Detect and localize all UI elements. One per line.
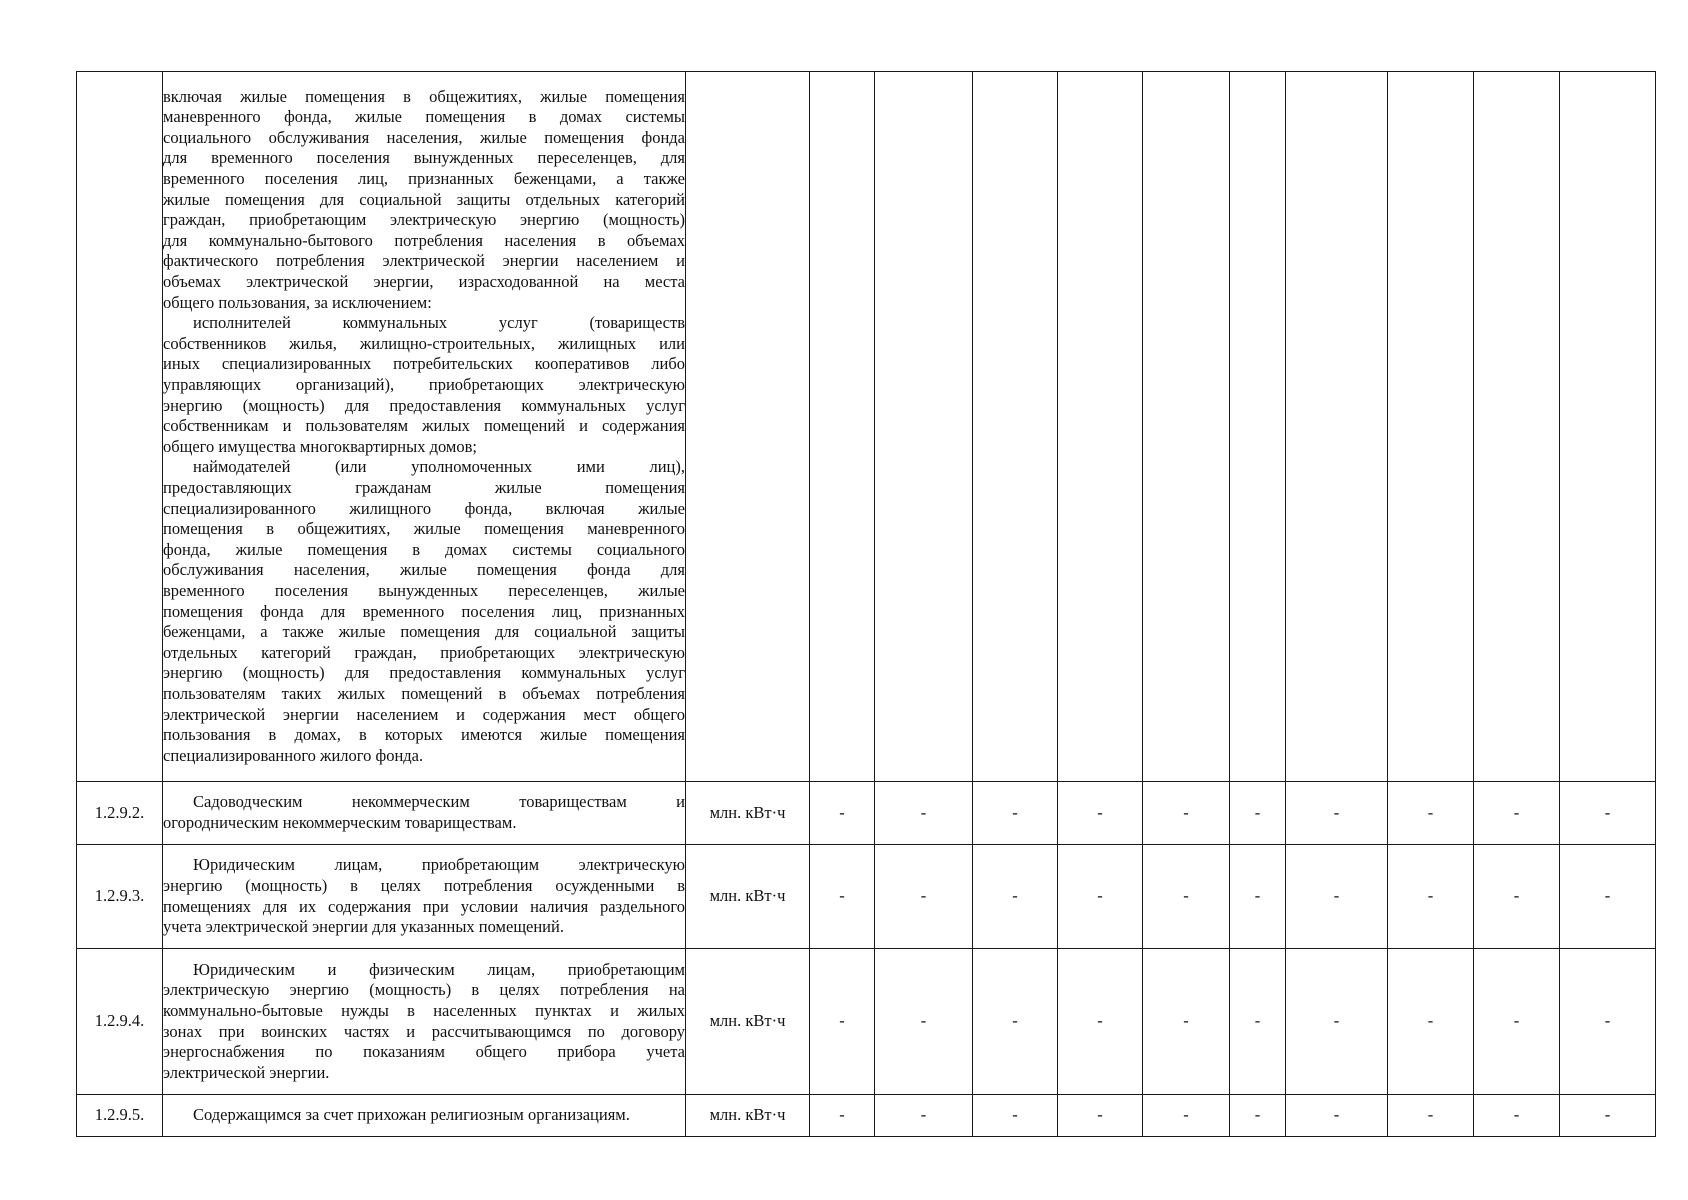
value-cell: -: [1474, 782, 1560, 845]
text-line: граждан, приобретающим электрическую энергию (мощность): [163, 210, 685, 230]
text-line: беженцами, а также жилые помещения для социальной защиты: [163, 622, 685, 642]
text-line: фонда, жилые помещения в домах системы социального: [163, 539, 685, 559]
table-row: [77, 782, 1656, 845]
value-cell: [1058, 72, 1143, 782]
text-line: объемах электрической энергии, израсходованной на места: [163, 272, 685, 292]
text-line: общего имущества многоквартирных домов;: [163, 436, 477, 456]
text-line: пользования в домах, в которых имеются жилые помещения: [163, 725, 685, 745]
tariff-table: [76, 71, 1656, 1137]
text-line: энергию (мощность) для предоставления коммунальных услуг: [163, 663, 685, 683]
value-cell: -: [1474, 845, 1560, 949]
text-line: обслуживания населения, жилые помещения фонда для: [163, 560, 685, 580]
text-line: маневренного фонда, жилые помещения в домах системы: [163, 107, 685, 127]
value-cell: -: [973, 949, 1058, 1095]
value-cell: -: [1560, 845, 1656, 949]
text-line: предоставляющих гражданам жилые помещения: [163, 477, 685, 497]
text-line: энергоснабжения по показаниям общего прибора учета: [163, 1042, 685, 1062]
value-cell: -: [1230, 782, 1286, 845]
value-cell: [1230, 72, 1286, 782]
text-line: временного поселения лиц, признанных беженцами, а также: [163, 169, 685, 189]
value-cell: -: [875, 1095, 973, 1137]
text-line: энергию (мощность) для предоставления коммунальных услуг: [163, 395, 685, 415]
row-description: [163, 72, 686, 782]
value-cell: -: [1560, 1095, 1656, 1137]
text-line: для временного поселения вынужденных переселенцев, для: [163, 148, 685, 168]
value-cell: [1143, 72, 1230, 782]
text-line: помещениях для их содержания при условии наличия раздельного: [163, 896, 685, 916]
text-line: помещения фонда для временного поселения лиц, признанных: [163, 601, 685, 621]
value-cell: [875, 72, 973, 782]
text-line: электрической энергии.: [163, 1062, 330, 1082]
text-line: Садоводческим некоммерческим товариществам и: [193, 792, 685, 812]
text-line: исполнителей коммунальных услуг (товариществ: [193, 313, 685, 333]
row-number: 1.2.9.4.: [77, 949, 163, 1095]
value-cell: -: [1058, 782, 1143, 845]
text-line: зонах при воинских частях и рассчитывающимся по договору: [163, 1021, 685, 1041]
value-cell: -: [1058, 845, 1143, 949]
value-cell: -: [1474, 949, 1560, 1095]
table-row: [77, 949, 1656, 1095]
value-cell: -: [1388, 1095, 1474, 1137]
value-cell: [1474, 72, 1560, 782]
value-cell: [1560, 72, 1656, 782]
text-line: специализированного жилого фонда.: [163, 745, 424, 765]
value-cell: -: [1388, 782, 1474, 845]
row-description: [163, 1095, 686, 1137]
text-line: коммунально-бытовые нужды в населенных пунктах и жилых: [163, 1000, 685, 1020]
text-line: общего пользования, за исключением:: [163, 292, 432, 312]
row-description: [163, 949, 686, 1095]
value-cell: -: [875, 845, 973, 949]
value-cell: -: [875, 782, 973, 845]
text-line: энергию (мощность) в целях потребления осужденными в: [163, 875, 685, 895]
unit-cell: млн. кВт·ч: [686, 1095, 810, 1137]
unit-cell: млн. кВт·ч: [686, 845, 810, 949]
value-cell: -: [1560, 949, 1656, 1095]
text-line: учета электрической энергии для указанных помещений.: [163, 917, 564, 937]
unit-cell: [686, 72, 810, 782]
unit-cell: млн. кВт·ч: [686, 949, 810, 1095]
value-cell: -: [1058, 1095, 1143, 1137]
text-line: наймодателей (или уполномоченных ими лиц),: [193, 457, 685, 477]
value-cell: -: [1143, 949, 1230, 1095]
text-line: огородническим некоммерческим товариществам.: [163, 813, 517, 832]
row-number: 1.2.9.2.: [77, 782, 163, 845]
value-cell: -: [810, 949, 875, 1095]
row-number: 1.2.9.3.: [77, 845, 163, 949]
value-cell: -: [1230, 1095, 1286, 1137]
text-line: специализированного жилищного фонда, включая жилые: [163, 498, 685, 518]
text-line: Содержащимся за счет прихожан религиозным организациям.: [193, 1105, 630, 1125]
value-cell: [973, 72, 1058, 782]
row-number: 1.2.9.5.: [77, 1095, 163, 1137]
value-cell: [810, 72, 875, 782]
row-description: [163, 845, 686, 949]
text-line: помещения в общежитиях, жилые помещения маневренного: [163, 519, 685, 539]
value-cell: -: [1560, 782, 1656, 845]
value-cell: -: [1143, 782, 1230, 845]
text-line: собственников жилья, жилищно-строительных, жилищных или: [163, 333, 685, 353]
table-row: [77, 1095, 1656, 1137]
text-line: управляющих организаций), приобретающих электрическую: [163, 375, 685, 395]
text-line: для коммунально-бытового потребления населения в объемах: [163, 230, 685, 250]
value-cell: -: [1230, 949, 1286, 1095]
text-line: временного поселения вынужденных переселенцев, жилые: [163, 580, 685, 600]
value-cell: -: [973, 1095, 1058, 1137]
text-line: иных специализированных потребительских кооперативов либо: [163, 354, 685, 374]
value-cell: -: [875, 949, 973, 1095]
value-cell: -: [1474, 1095, 1560, 1137]
value-cell: -: [973, 782, 1058, 845]
continued-row: [77, 72, 1656, 782]
value-cell: -: [1388, 845, 1474, 949]
value-cell: -: [1286, 1095, 1388, 1137]
row-description: [163, 782, 686, 845]
text-line: Юридическим и физическим лицам, приобретающим: [193, 959, 685, 979]
text-line: фактического потребления электрической энергии населением и: [163, 251, 685, 271]
value-cell: -: [1143, 845, 1230, 949]
value-cell: [1388, 72, 1474, 782]
text-line: электрическую энергию (мощность) в целях потребления на: [163, 980, 685, 1000]
value-cell: -: [810, 782, 875, 845]
text-line: жилые помещения для социальной защиты отдельных категорий: [163, 189, 685, 209]
value-cell: -: [1286, 949, 1388, 1095]
text-line: социального обслуживания населения, жилые помещения фонда: [163, 127, 685, 147]
value-cell: [1286, 72, 1388, 782]
table-row: [77, 845, 1656, 949]
text-line: отдельных категорий граждан, приобретающих электрическую: [163, 642, 685, 662]
text-line: собственникам и пользователям жилых помещений и содержания: [163, 416, 685, 436]
text-line: пользователям таких жилых помещений в объемах потребления: [163, 683, 685, 703]
text-line: включая жилые помещения в общежитиях, жилые помещения: [163, 86, 685, 106]
text-line: Юридическим лицам, приобретающим электрическую: [193, 855, 685, 875]
value-cell: -: [1143, 1095, 1230, 1137]
value-cell: -: [1230, 845, 1286, 949]
value-cell: -: [973, 845, 1058, 949]
value-cell: -: [1286, 782, 1388, 845]
value-cell: -: [1286, 845, 1388, 949]
value-cell: -: [810, 845, 875, 949]
value-cell: -: [1388, 949, 1474, 1095]
value-cell: -: [1058, 949, 1143, 1095]
text-line: электрической энергии населением и содержания мест общего: [163, 704, 685, 724]
unit-cell: млн. кВт·ч: [686, 782, 810, 845]
row-number-cell: [77, 72, 163, 782]
value-cell: -: [810, 1095, 875, 1137]
